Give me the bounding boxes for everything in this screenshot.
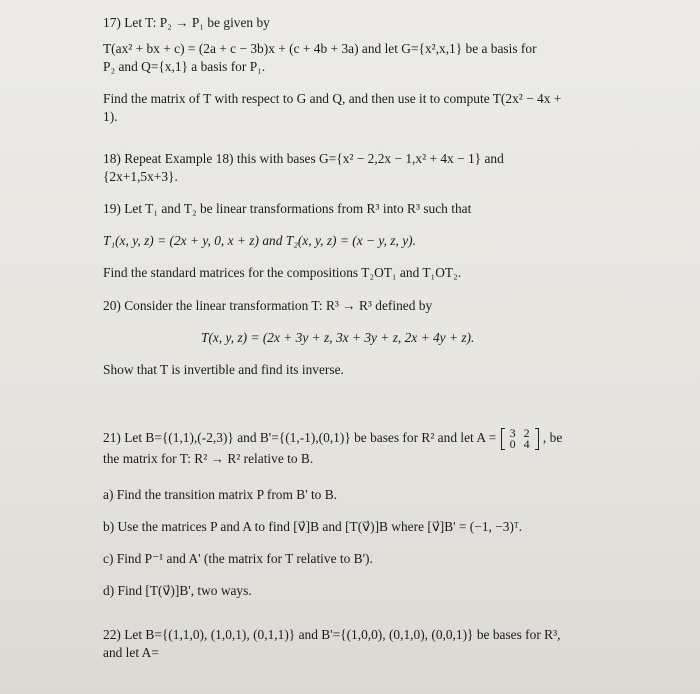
q17-instruction: Find the matrix of T with respect to G and Q, and then use it to compute T(2x² − 4x + — [103, 91, 562, 106]
matrix-a-cell: 3 — [509, 426, 516, 440]
q21-line-1 — [103, 428, 562, 450]
q21-part-c: c) Find P⁻¹ and A' (the matrix for T relative to B'). — [103, 551, 373, 566]
question-20 — [103, 297, 474, 379]
matrix-a-cell: 0 — [509, 437, 516, 451]
q21-line-2: the matrix for T: R² → R² relative to B. — [103, 451, 314, 466]
question-21 — [103, 428, 562, 600]
q22-line-2: and let A= — [103, 645, 159, 660]
question-22 — [103, 626, 560, 662]
question-17 — [103, 14, 561, 126]
matrix-a — [501, 428, 539, 450]
q17-instruction-end: 1). — [103, 109, 118, 124]
q18-line-1: 18) Repeat Example 18) this with bases G={x² − 2,2x − 1,x² + 4x − 1} and — [103, 151, 504, 166]
q20-instruction: Show that T is invertible and find its inverse. — [103, 362, 344, 377]
q20-transformation: T(x, y, z) = (2x + 3y + z, 3x + 3y + z, 2x + 4y + z). — [201, 330, 475, 345]
q19-instruction: Find the standard matrices for the compositions T₂OT₁ and T₁OT₂. — [103, 265, 462, 280]
q21-part-a: a) Find the transition matrix P from B' to B. — [103, 487, 338, 502]
q21-intro-end: , be — [542, 430, 563, 446]
q19-transformations: T₁(x, y, z) = (2x + y, 0, x + z) and T₂(x, y, z) = (x − y, z, y). — [103, 233, 416, 248]
q19-line-1: 19) Let T₁ and T₂ be linear transformations from R³ into R³ such that — [103, 201, 472, 216]
q20-line-1: 20) Consider the linear transformation T: R³ → R³ defined by — [103, 298, 433, 313]
q21-intro: 21) Let B={(1,1),(-2,3)} and B'={(1,-1),(0,1)} be bases for R² and let A = — [103, 430, 497, 446]
q21-part-d: d) Find [T(v⃗)]B', two ways. — [103, 583, 252, 598]
question-18 — [103, 150, 504, 186]
question-19 — [103, 200, 471, 282]
matrix-a-cell: 4 — [523, 437, 530, 451]
q22-line-1: 22) Let B={(1,1,0), (1,0,1), (0,1,1)} and B'={(1,0,0), (0,1,0), (0,0,1)} be bases for R³, — [103, 627, 561, 642]
q17-title: 17) Let T: P₂ → P₁ be given by — [103, 15, 270, 30]
matrix-a-row-2 — [506, 439, 534, 450]
q17-definition: T(ax² + bx + c) = (2a + c − 3b)x + (c + 4b + 3a) and let G={x²,x,1} be a basis for — [103, 41, 537, 56]
q17-bases: P₂ and Q={x,1} a basis for P₁. — [103, 59, 266, 74]
q21-part-b: b) Use the matrices P and A to find [v⃗]B and [T(v⃗)]B where [v⃗]B' = (−1, −3)ᵀ. — [103, 519, 523, 534]
matrix-a-cell: 2 — [523, 426, 530, 440]
q18-line-2: {2x+1,5x+3}. — [103, 169, 178, 184]
